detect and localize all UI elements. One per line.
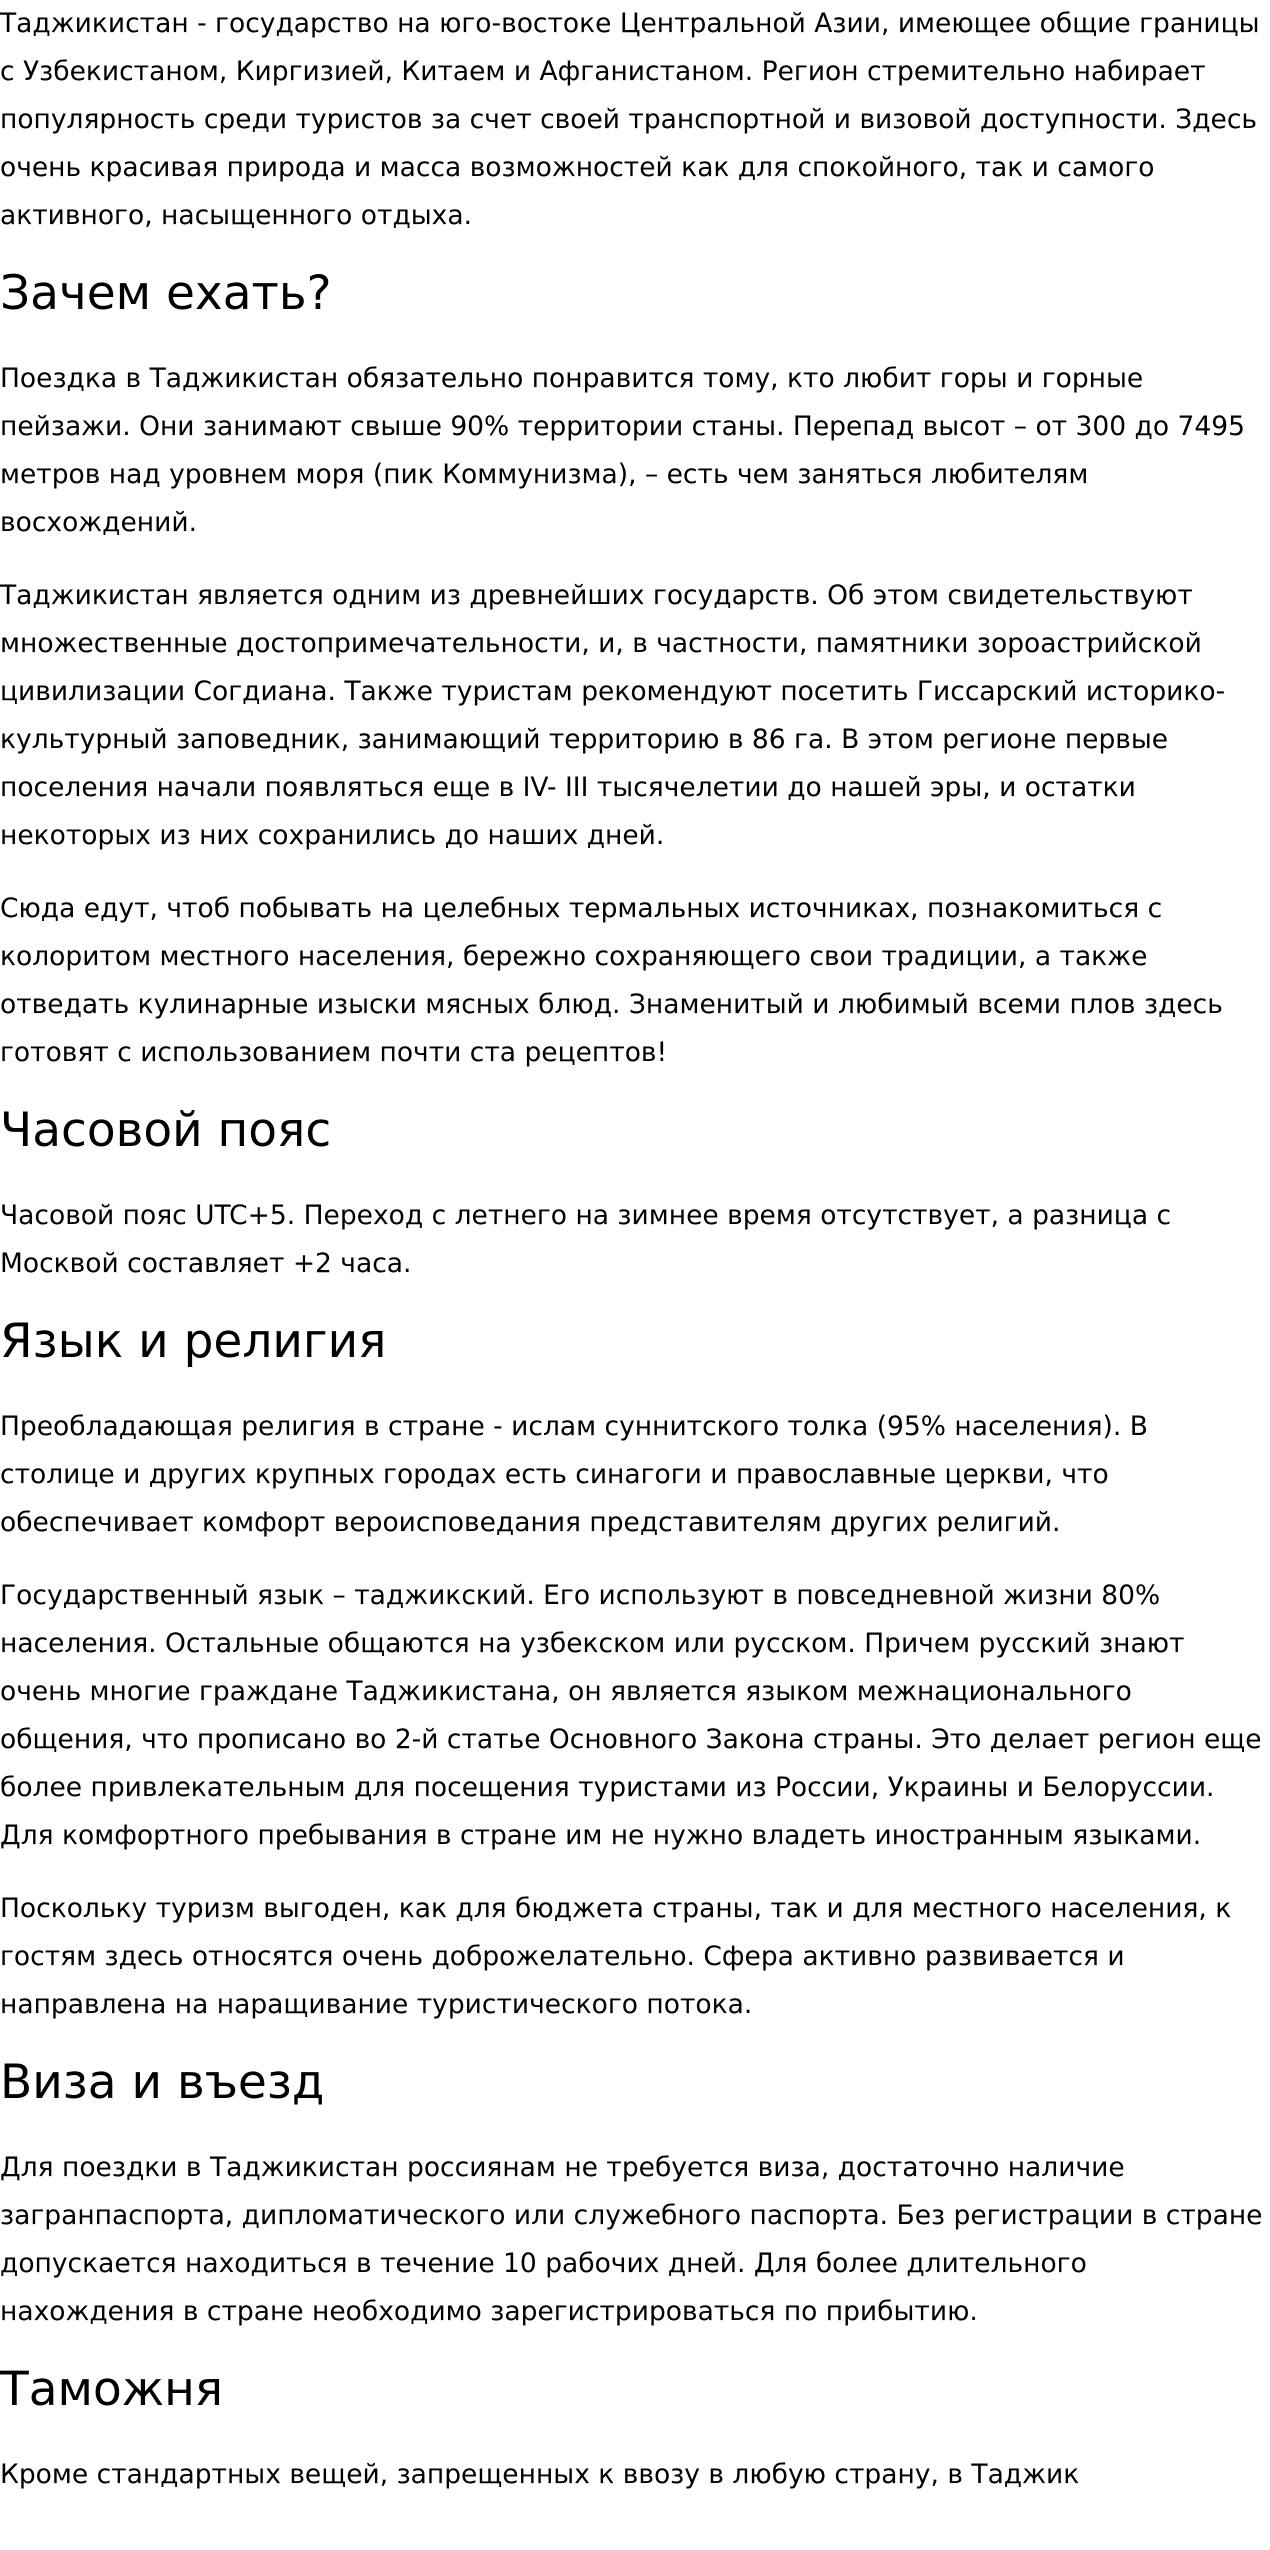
paragraph: Сюда едут, чтоб побывать на целебных термальных источниках, познакомиться с колоритом местного населения, бережно сохраняющего свои традиции, а также отведать кулинарные изыски мясных блюд. Знаменитый и любимый всеми плов здесь готовят с использованием почти ста рецептов! bbox=[0, 893, 1223, 1068]
paragraph: Государственный язык – таджикский. Его используют в повседневной жизни 80% населения. Остальные общаются на узбекском или русском. Причем русский знают очень многие граждане Таджикистана, он является языком межнационального общения, что прописано во 2-й статье Основного Закона страны. Это делает регион еще более привлекательным для посещения туристами из России, Украины и Белоруссии. Для комфортного пребывания в стране им не нужно владеть иностранным языками. bbox=[0, 1580, 1262, 1851]
section-language-religion bbox=[0, 1313, 1268, 2029]
paragraph: Кроме стандартных вещей, запрещенных к ввозу в любую страну, в Таджик bbox=[0, 2459, 1080, 2490]
section-heading: Часовой пояс bbox=[0, 1103, 332, 1158]
paragraph: Поскольку туризм выгоден, как для бюджета страны, так и для местного населения, к гостям здесь относятся очень доброжелательно. Сфера активно развивается и направлена на наращивание туристического потока. bbox=[0, 1893, 1232, 2020]
intro-paragraph: Таджикистан - государство на юго-востоке Центральной Азии, имеющее общие границы с Узбекистаном, Киргизией, Китаем и Афганистаном. Регион стремительно набирает популярность среди туристов за счет своей транспортной и визовой доступности. Здесь очень красивая природа и масса возможностей как для спокойного, так и самого активного, насыщенного отдыха. bbox=[0, 8, 1260, 231]
section-why-go bbox=[0, 265, 1268, 1077]
paragraph: Для поездки в Таджикистан россиянам не требуется виза, достаточно наличие загранпаспорта, дипломатического или служебного паспорта. Без регистрации в стране допускается находиться в течение 10 рабочих дней. Для более длительного нахождения в стране необходимо зарегистрироваться по прибытию. bbox=[0, 2152, 1263, 2327]
section-heading: Язык и религия bbox=[0, 1314, 387, 1369]
section-heading: Таможня bbox=[0, 2362, 224, 2417]
section-customs bbox=[0, 2361, 1268, 2499]
section-visa-entry bbox=[0, 2054, 1268, 2336]
section-time-zone bbox=[0, 1102, 1268, 1288]
paragraph: Поездка в Таджикистан обязательно понравится тому, кто любит горы и горные пейзажи. Они занимают свыше 90% территории станы. Перепад высот – от 300 до 7495 метров над уровнем моря (пик Коммунизма), – есть чем заняться любителям восхождений. bbox=[0, 363, 1245, 538]
section-heading: Виза и въезд bbox=[0, 2055, 325, 2110]
section-heading: Зачем ехать? bbox=[0, 266, 332, 321]
paragraph: Часовой пояс UTC+5. Переход с летнего на зимнее время отсутствует, а разница с Москвой составляет +2 часа. bbox=[0, 1200, 1172, 1279]
paragraph: Преобладающая религия в стране - ислам суннитского толка (95% населения). В столице и других крупных городах есть синагоги и православные церкви, что обеспечивает комфорт вероисповедания представителям других религий. bbox=[0, 1411, 1148, 1538]
paragraph: Таджикистан является одним из древнейших государств. Об этом свидетельствуют множественные достопримечательности, и, в частности, памятники зороастрийской цивилизации Согдиана. Также туристам рекомендуют посетить Гиссарский историко-культурный заповедник, занимающий территорию в 86 га. В этом регионе первые поселения начали появляться еще в IV- III тысячелетии до нашей эры, и остатки некоторых из них сохранились до наших дней. bbox=[0, 580, 1226, 851]
